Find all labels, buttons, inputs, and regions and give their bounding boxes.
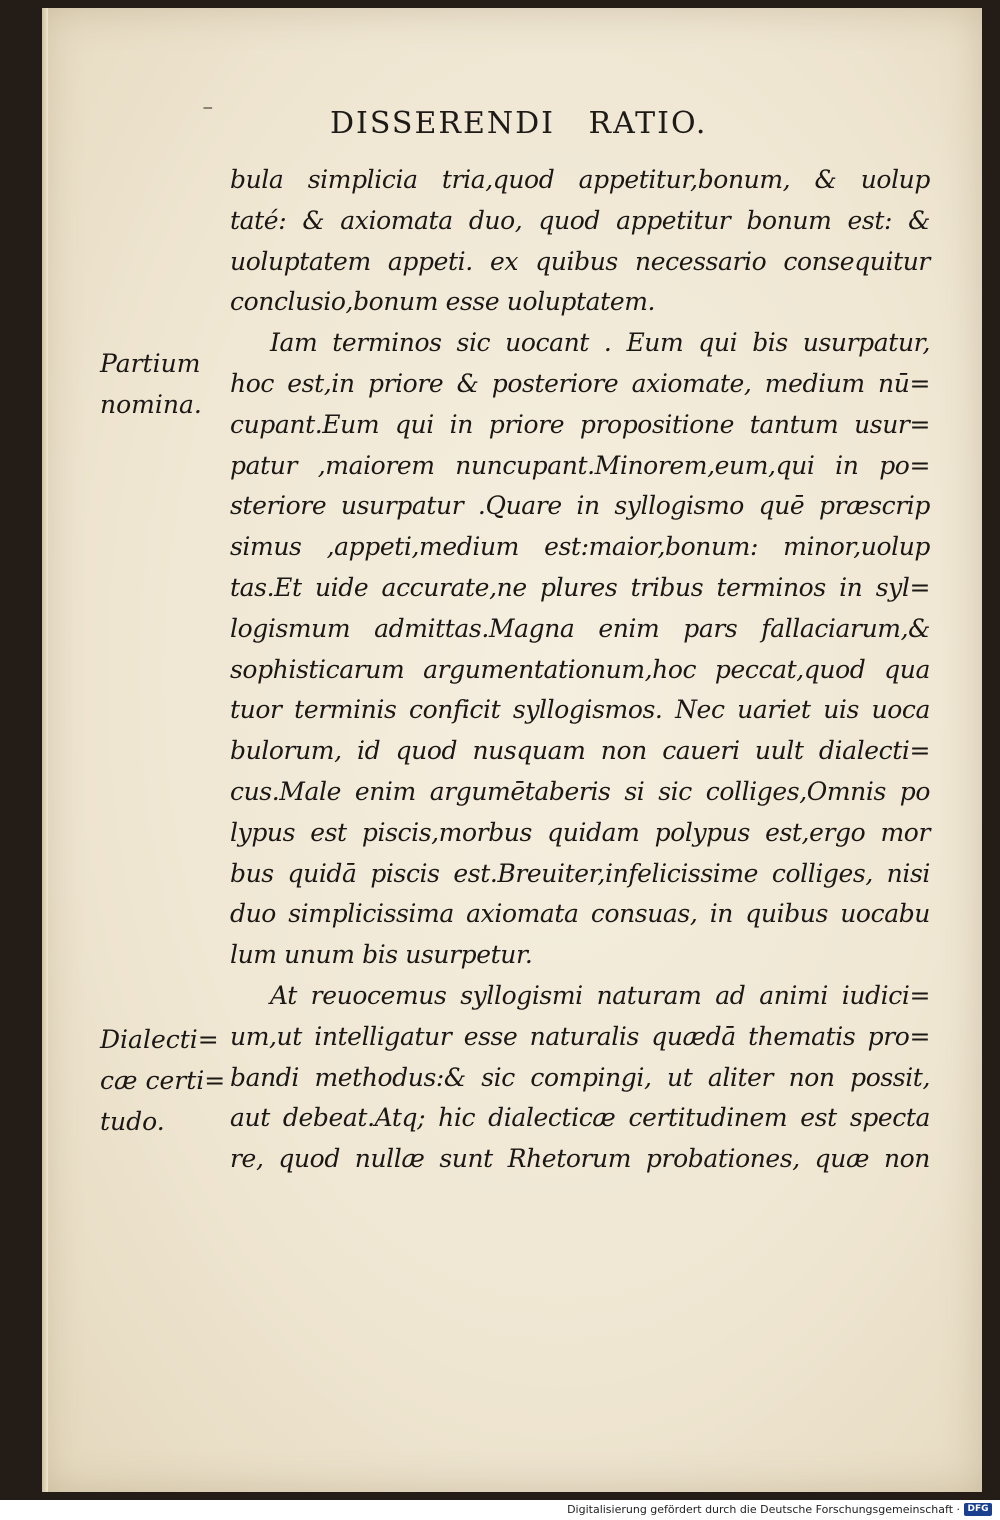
text-line: patur ,maiorem nuncupant.Minorem,eum,qui in po= <box>230 450 930 480</box>
margin-note-line: nomina. <box>100 389 202 419</box>
text-line: conclusio,bonum esse uoluptatem. <box>230 287 656 317</box>
text-line: Iam terminos sic uocant . Eum qui bis usurpatur, <box>270 328 930 358</box>
text-line: steriore usurpatur .Quare in syllogismo quē præscrip <box>230 491 930 521</box>
text-line: hoc est,in priore & posteriore axiomate, medium nū= <box>230 368 930 398</box>
text-line: tas.Et uide accurate,ne plures tribus terminos in syl= <box>230 572 930 602</box>
running-head: DISSERENDI RATIO. <box>330 106 708 141</box>
footer-bar <box>0 1500 1000 1520</box>
text-line: bandi methodus:& sic compingi, ut aliter non possit, <box>230 1062 930 1092</box>
text-line: aut debeat.Atq; hic dialecticæ certitudinem est specta <box>230 1103 930 1133</box>
funding-credit: Digitalisierung gefördert durch die Deutsche Forschungsgemeinschaft · <box>567 1503 960 1516</box>
text-line: bulorum, id quod nusquam non caueri uult dialecti= <box>230 736 930 766</box>
margin-note-partium-nomina <box>100 344 202 426</box>
text-line: lypus est piscis,morbus quidam polypus est,ergo mor <box>230 817 930 847</box>
text-line: simus ,appeti,medium est:maior,bonum: minor,uolup <box>230 532 930 562</box>
dfg-logo: DFG <box>964 1503 992 1516</box>
margin-note-line: cæ certi= <box>100 1065 226 1095</box>
text-line: lum unum bis usurpetur. <box>230 940 533 970</box>
text-line: At reuocemus syllogismi naturam ad animi iudici= <box>270 980 930 1010</box>
text-line: uoluptatem appeti. ex quibus necessario consequitur <box>230 246 930 276</box>
margin-note-line: Dialecti= <box>100 1025 219 1054</box>
body-text <box>230 160 930 1180</box>
text-line: duo simplicissima axiomata consuas, in quibus uocabu <box>230 899 930 929</box>
text-line: um,ut intelligatur esse naturalis quædā thematis pro= <box>230 1021 930 1051</box>
text-line: sophisticarum argumentationum,hoc peccat,quod qua <box>230 654 930 684</box>
margin-note-dialecticae-certitudo <box>100 1020 225 1142</box>
text-line: bula simplicia tria,quod appetitur,bonum, & uolup <box>230 165 930 194</box>
margin-note-line: Partium <box>100 349 201 378</box>
page-gutter <box>42 8 48 1492</box>
text-line: taté: & axiomata duo, quod appetitur bonum est: & <box>230 205 930 235</box>
text-line: cupant.Eum qui in priore propositione tantum usur= <box>230 409 930 439</box>
text-line: logismum admittas.Magna enim pars fallaciarum,& <box>230 613 930 643</box>
margin-note-line: tudo. <box>100 1106 165 1136</box>
text-line: tuor terminis conficit syllogismos. Nec uariet uis uoca <box>230 695 930 725</box>
text-line: cus.Male enim argumētaberis si sic colliges,Omnis po <box>230 776 930 806</box>
corner-mark: ⁻ <box>202 100 214 125</box>
text-line: bus quidā piscis est.Breuiter,infelicissime colliges, nisi <box>230 858 930 888</box>
text-line: re, quod nullæ sunt Rhetorum probationes, quæ non <box>230 1144 930 1174</box>
